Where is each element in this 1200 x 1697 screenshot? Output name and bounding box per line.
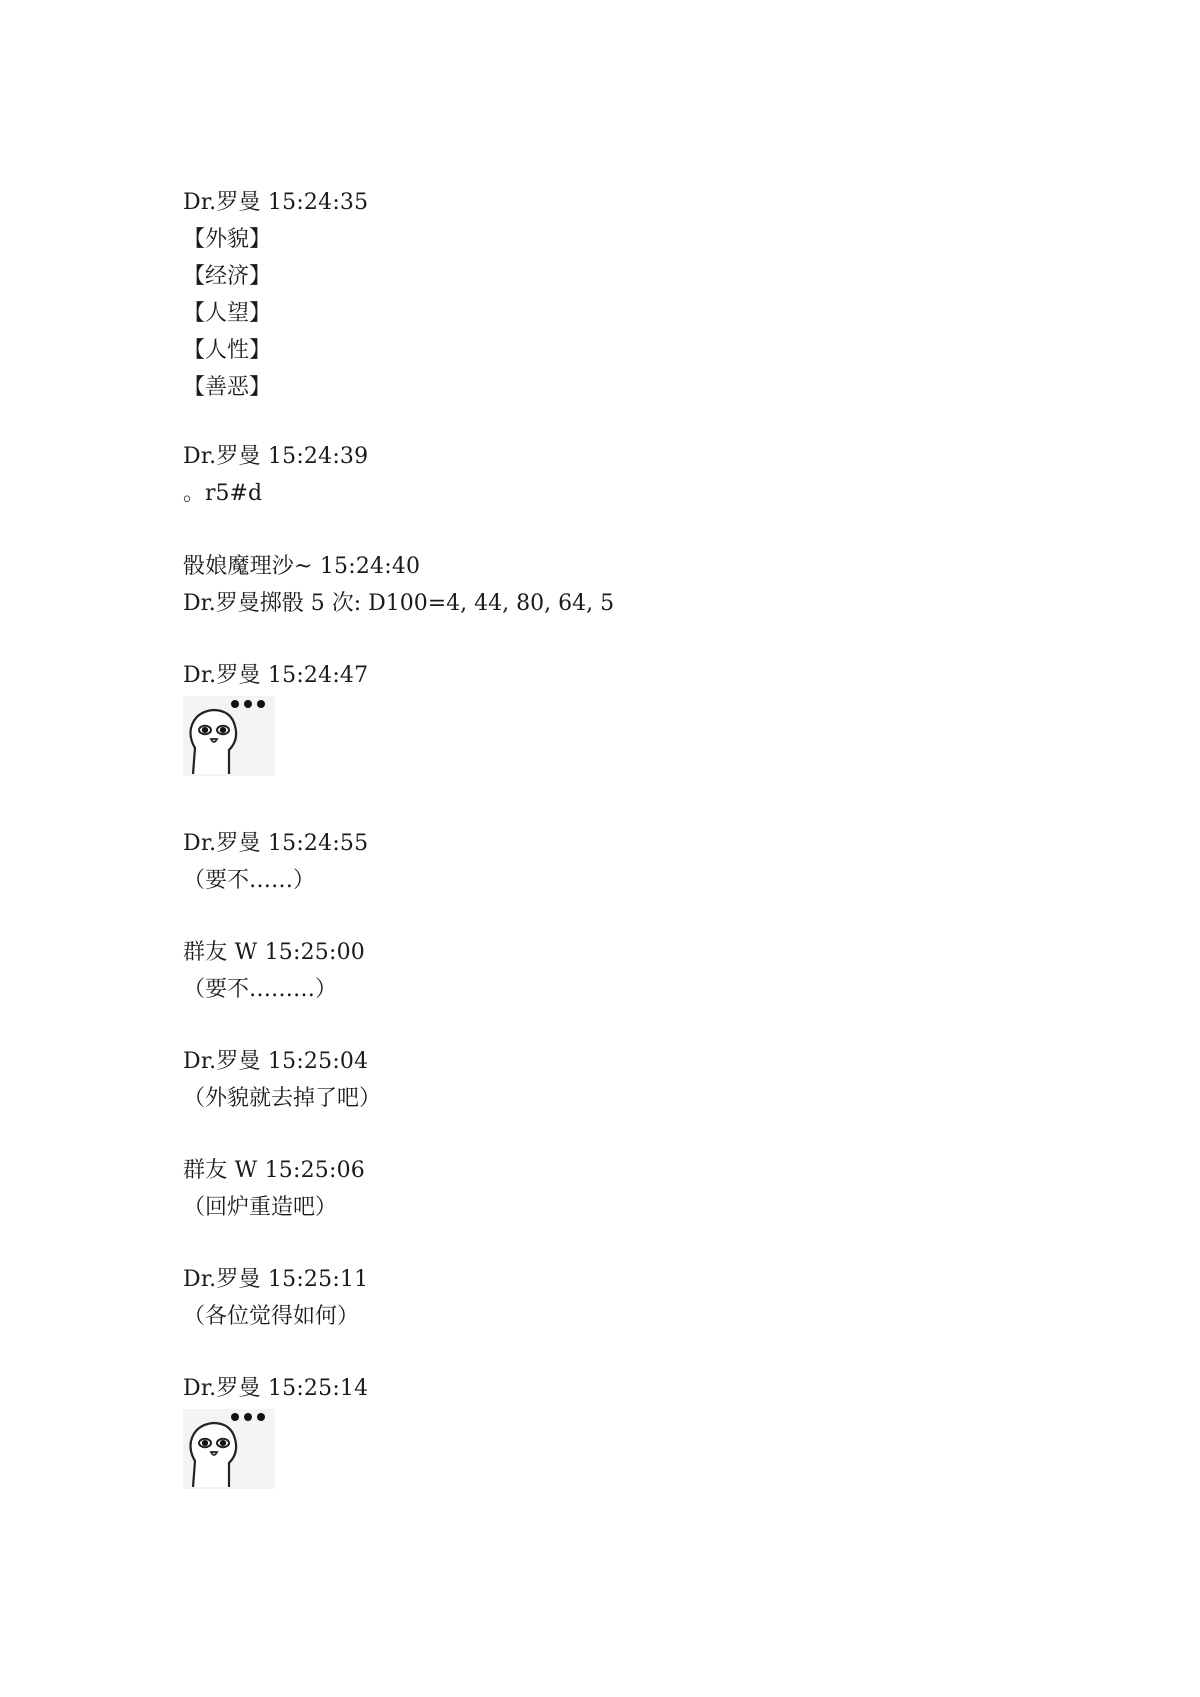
blank-stare-sticker-icon [183, 1409, 275, 1489]
message-header: Dr.罗曼 15:24:35 [183, 190, 369, 215]
message-line: （各位觉得如何） [183, 1304, 360, 1329]
chat-message [183, 657, 1083, 776]
message-line: 【人望】 [183, 301, 272, 326]
message-header: Dr.罗曼 15:25:04 [183, 1049, 369, 1074]
chat-message [183, 1261, 1083, 1335]
message-header: Dr.罗曼 15:24:47 [183, 663, 369, 688]
message-line: （回炉重造吧） [183, 1195, 338, 1220]
chat-message [183, 1152, 1083, 1226]
message-line: （要不……） [183, 868, 316, 893]
message-header: Dr.罗曼 15:25:14 [183, 1376, 369, 1401]
blank-stare-sticker-icon [183, 696, 275, 776]
message-line: （外貌就去掉了吧） [183, 1086, 382, 1111]
message-header: 群友 W 15:25:00 [183, 940, 366, 965]
chat-message [183, 1370, 1083, 1489]
message-header: 骰娘魔理沙~ 15:24:40 [183, 554, 421, 579]
message-line: 。r5#d [183, 481, 263, 506]
chat-message [183, 934, 1083, 1008]
message-header: 群友 W 15:25:06 [183, 1158, 366, 1183]
message-header: Dr.罗曼 15:24:39 [183, 444, 369, 469]
message-header: Dr.罗曼 15:25:11 [183, 1267, 369, 1292]
message-line: 【外貌】 [183, 227, 272, 252]
chat-message [183, 184, 1083, 406]
message-header: Dr.罗曼 15:24:55 [183, 831, 369, 856]
message-line: 【善恶】 [183, 375, 272, 400]
chat-message [183, 438, 1083, 512]
message-line: 【人性】 [183, 338, 272, 363]
chat-message [183, 548, 1083, 622]
chat-message [183, 1043, 1083, 1117]
chat-message [183, 825, 1083, 899]
message-line: Dr.罗曼掷骰 5 次: D100=4, 44, 80, 64, 5 [183, 591, 615, 616]
message-line: （要不………） [183, 977, 338, 1002]
message-line: 【经济】 [183, 264, 272, 289]
